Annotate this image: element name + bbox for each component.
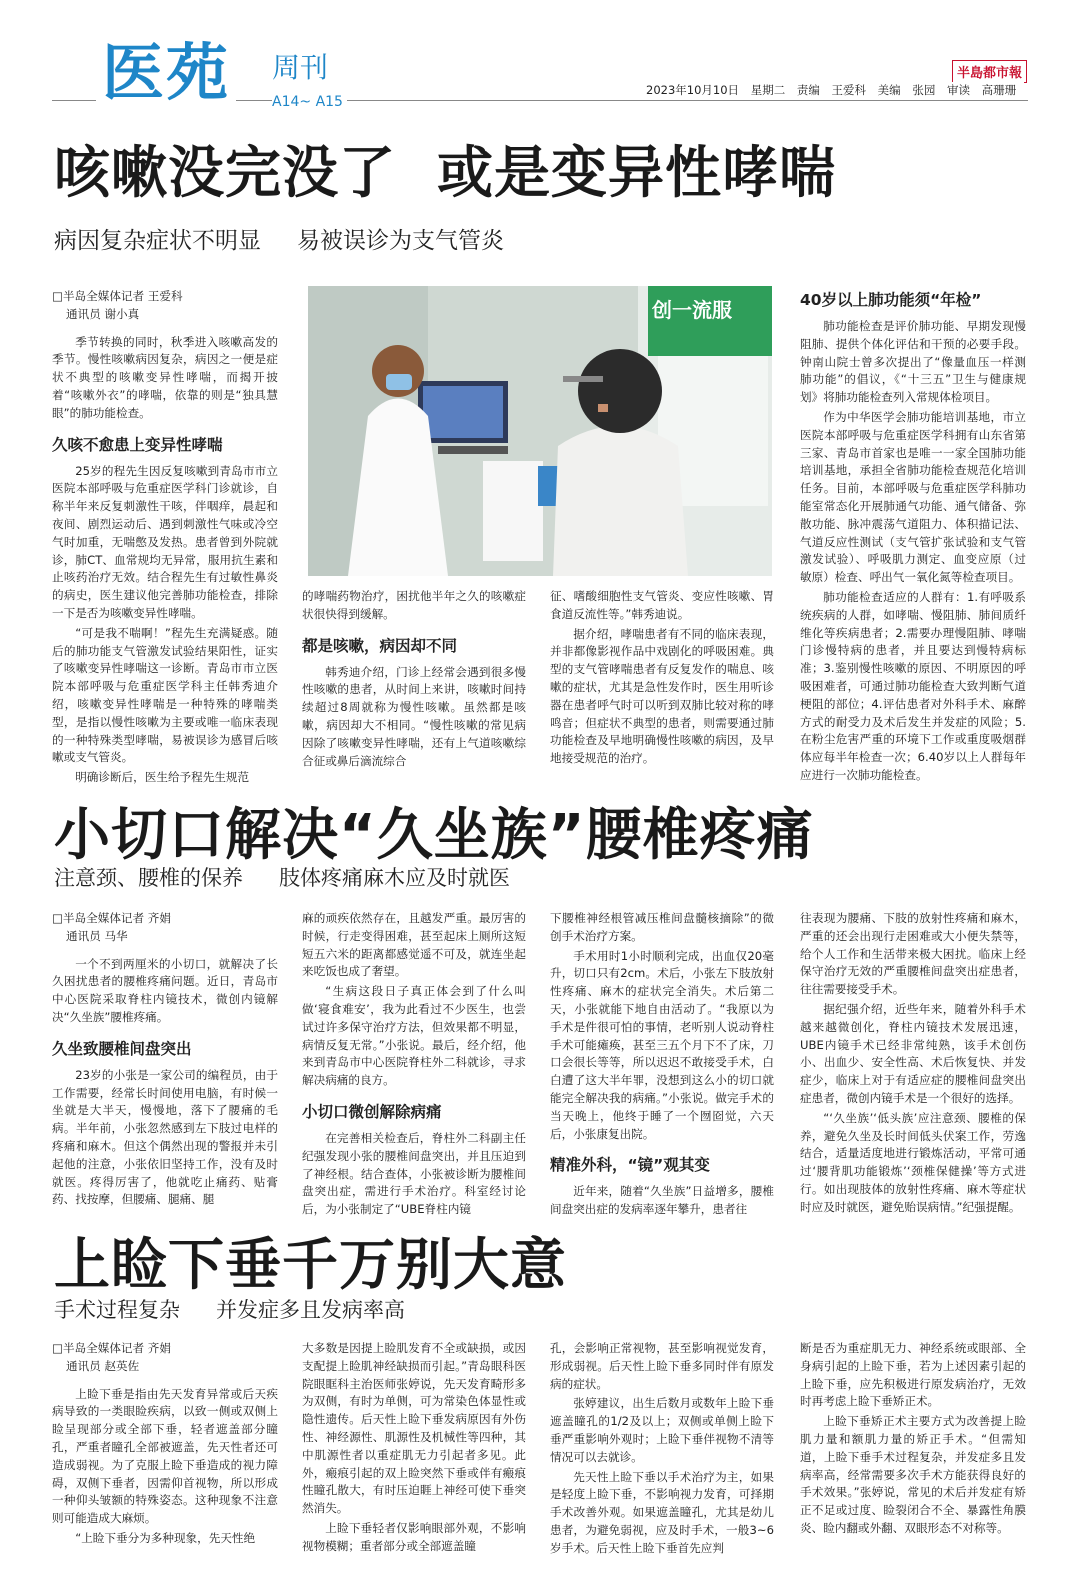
article3-subhead-a: 手术过程复杂 [54, 1298, 180, 1322]
byline-correspondent: 通讯员 赵英佐 [66, 1358, 140, 1373]
article1-col4 [800, 290, 1026, 782]
article3-subhead-b: 并发症多且发病率高 [216, 1298, 405, 1322]
page-range: A14~ A15 [272, 94, 347, 110]
paragraph: 肺功能检查是评价肺功能、早期发现慢阻肺、提供个体化评估和干预的必要手段。钟南山院士曾多次提出了“像量血压一样测肺功能”的倡议，《“十三五”卫生与健康规划》将肺功能检查列入常规体检项目。 [800, 319, 1026, 405]
article2-col1 [52, 910, 278, 1207]
article3-col2 [302, 1340, 526, 1562]
byline-reporter: □半岛全媒体记者 王爱科 [52, 289, 183, 303]
byline-correspondent: 通讯员 谢小真 [66, 306, 140, 321]
masthead [0, 0, 1080, 110]
byline-reporter: □半岛全媒体记者 齐娟 [52, 1341, 171, 1355]
newspaper-logo: 半島都市報 [952, 60, 1027, 83]
article1-col3 [550, 588, 774, 768]
article2-headline: 小切口解决“久坐族”腰椎疼痛 [54, 803, 814, 868]
article2-subhead [54, 868, 546, 889]
article3-col3 [550, 1340, 774, 1562]
designer-name: 张园 [912, 83, 936, 97]
article1-col2 [302, 588, 526, 768]
article3-headline: 上睑下垂千万别大意 [54, 1233, 567, 1298]
paragraph: 明确诊断后，医生给予程先生规范 [75, 770, 250, 785]
photo-wall-sign: 创一流服 [652, 298, 732, 322]
byline-reporter: □半岛全媒体记者 齐娟 [52, 911, 171, 925]
clinic-photo-illustration [308, 286, 772, 576]
proof-label: 审读 [946, 83, 970, 97]
article1-subhead-a: 病因复杂症状不明显 [54, 228, 261, 254]
paragraph: 张婷建议，出生后数月或数年上睑下垂遮盖瞳孔的1/2及以上；双侧或单侧上睑下垂严重影响外观时；上睑下垂伴视物不清等情况可以去就诊。 [550, 1396, 774, 1464]
paragraph: “‘久坐族’‘低头族’应注意颈、腰椎的保养，避免久坐及长时间低头伏案工作，劳逸结合，适量适度地进行锻炼活动，平常可通过‘腰背肌功能锻炼’‘颈椎保健操’等方式进行。如出现肢体的放射性疼痛、麻木等症状时应及时就医，避免贻误病情。”纪强提醒。 [800, 1110, 1026, 1214]
paragraph: 的哮喘药物治疗，困扰他半年之久的咳嗽症状很快得到缓解。 [302, 589, 526, 621]
paragraph: 大多数是因提上睑肌发育不全或缺损，或因支配提上睑肌神经缺损而引起。”青岛眼科医院眼眶科主治医师张婷说，先天发育畸形多为双侧，有时为单侧，可为常染色体显性或隐性遗传。后天性上睑下垂发病原因有外伤性、神经源性、肌源性及机械性等四种，其中肌源性者以重症肌无力引起者多见。此外，瘢痕引起的双上睑突然下垂或伴有瘢痕性瞳孔散大，有时压迫睚上神经可使下垂突然消失。 [302, 1341, 526, 1516]
paragraph: 上睑下垂轻者仅影响眼部外观，不影响视物模糊；重者部分或全部遮盖瞳 [302, 1520, 526, 1553]
proofreader-name: 高珊珊 [981, 83, 1017, 97]
article2-col3 [550, 910, 774, 1217]
article2-subheading-2: 小切口微创解除病痛 [302, 1102, 442, 1121]
paragraph: 季节转换的同时，秋季进入咳嗽高发的季节。慢性咳嗽病因复杂，病因之一便是症状不典型的咳嗽变异性哮喘，而揭开披着“咳嗽外衣”的哮喘，依靠的则是“独具慧眼”的肺功能检查。 [52, 334, 278, 420]
paragraph: 上睑下垂是指由先天发育异常或后天疾病导致的一类眼睑疾病，以致一侧或双侧上睑呈现部分或全部下垂，轻者遮盖部分瞳孔，严重者瞳孔全部被遮盖，先天性者还可造成弱视。为了克服上睑下垂造成的视力障碍，双侧下垂者，因需仰首视物，所以形成一种仰头皱额的特殊姿态。这种现象不注意则可能造成大麻烦。 [52, 1386, 278, 1526]
article1-subhead [54, 230, 540, 253]
paragraph: 近年来，随着“久坐族”日益增多，腰椎间盘突出症的发病率逐年攀升，患者往 [550, 1184, 774, 1217]
paragraph: 断是否为重症肌无力、神经系统或眼部、全身病引起的上睑下垂，若为上述因素引起的上睑下垂，应先积极进行原发病治疗，无效时再考虑上睑下垂矫正术。 [800, 1341, 1026, 1409]
paragraph: 据介绍，哮喘患者有不同的临床表现，并非都像影视作品中戏剧化的呼吸困难。典型的支气管哮喘患者有反复发作的喘息、咳嗽的症状，尤其是急性发作时，医生用听诊器在患者呼气时可以听到双肺比较对称的哮鸣音；但症状不典型的患者，则需要通过肺功能检查及早地明确慢性咳嗽的病因，及早地接受规范的治疗。 [550, 626, 774, 766]
article1-subheading-2: 都是咳嗽，病因却不同 [302, 636, 458, 655]
article1-subheading-1: 久咳不愈患上变异性哮喘 [52, 435, 223, 454]
paragraph: 手术用时1小时顺利完成，出血仅20毫升，切口只有2cm。术后，小张左下肢放射性疼痛、麻木的症状完全消失。术后第二天，小张就能下地自由活动了。“我原以为手术是件很可怕的事情，老听别人说动脊柱手术可能瘫痪，甚至三五个月下不了床，刀口会很长等等，所以迟迟不敢接受手术，白白遭了这大半年罪，没想到这么小的切口就能完全解决我的病痛。”小张说。做完手术的当天晚上，他终于睡了一个囫囵觉，六天后，小张康复出院。 [550, 948, 774, 1141]
paragraph: 作为中华医学会肺功能培训基地，市立医院本部呼吸与危重症医学科拥有山东省第三家、青岛市首家也是唯一一家全国肺功能培训基地，承担全省肺功能检查规范化培训任务。目前，本部呼吸与危重症医学科肺功能室常态化开展肺通气功能、通气储备、弥散功能、脉冲震荡气道阻力、体积描记法、气道反应性测试（支气管扩张试验和支气管激发试验）、呼吸肌力测定、血变应原（过敏原）检查、呼出气一氧化氮等检查项目。 [800, 409, 1026, 585]
editor-name: 王爱科 [831, 83, 867, 97]
paragraph: 25岁的程先生因反复咳嗽到青岛市市立医院本部呼吸与危重症医学科门诊就诊，自称半年来反复刺激性干咳，伴咽痒，晨起和夜间、剧烈运动后、遇到刺激性气味或冷空气时加重，无喘憋及发热。患者曾到外院就诊，肺CT、血常规均无异常，服用抗生素和止咳药治疗无效。结合程先生有过敏性鼻炎的病史，医生建议他完善肺功能检查，排除一下是否为咳嗽变异性哮喘。 [52, 463, 278, 620]
section-brand: 医苑 [96, 42, 236, 104]
paragraph: “可是我不喘啊！”程先生充满疑惑。随后的肺功能支气管激发试验结果阳性，证实了咳嗽变异性哮喘这一诊断。青岛市市立医院本部呼吸与危重症医学科主任韩秀迪介绍，咳嗽变异性哮喘是一种特殊的哮喘类型，是指以慢性咳嗽为主要或唯一临床表现的一种特殊类型哮喘，易被误诊为感冒后咳嗽或支气管炎。 [52, 625, 278, 765]
issue-date: 2023年10月10日 [646, 83, 740, 97]
paragraph: 肺功能检查适应的人群有：1.有呼吸系统疾病的人群，如哮喘、慢阻肺、肺间质纤维化等疾病患者；2.需要办理慢阻肺、哮喘门诊慢特病的患者，并且要达到慢特病标准；3.鉴别慢性咳嗽的原因、不明原因的呼吸困难者，可通过肺功能检查大致判断气道梗阻的部位；4.评估患者对外科手术、麻醉方式的耐受力及术后发生并发症的风险；5.在粉尘危害严重的环境下工作或重度吸烟群体应每半年检查一次；6.40岁以上人群每年应进行一次肺功能检查。 [800, 589, 1026, 782]
section-name: 周刊 [272, 51, 329, 84]
dateline [640, 82, 1024, 98]
article1-col1 [52, 288, 278, 808]
article2-col4 [800, 910, 1026, 1214]
article2-subhead-b: 肢体疼痛麻木应及时就医 [279, 866, 510, 890]
article1-photo [308, 286, 772, 576]
paragraph: 孔，会影响正常视物，甚至影响视觉发育，形成弱视。后天性上睑下垂多同时伴有原发病的症状。 [550, 1341, 774, 1391]
article3-col4 [800, 1340, 1026, 1562]
paragraph: 麻的顽疾依然存在，且越发严重。最厉害的时候，行走变得困难，甚至起床上厕所这短短五六米的距离都感觉遥不可及，就连坐起来吃饭也成了奢望。 [302, 911, 526, 979]
paragraph: 征、嗜酸细胞性支气管炎、变应性咳嗽、胃食道反流性等。”韩秀迪说。 [550, 589, 774, 621]
article3-byline [52, 1340, 278, 1376]
article3-col1 [52, 1340, 278, 1562]
paragraph: 据纪强介绍，近些年来，随着外科手术越来越微创化，脊柱内镜技术发展迅速，UBE内镜手术已经非常纯熟，该手术创伤小、出血少、安全性高、术后恢复快、并发症少，临床上对于有适应症的腰椎间盘突出症患者，微创内镜手术是一个很好的选择。 [800, 1001, 1026, 1105]
article1-byline [52, 288, 278, 324]
article2-subhead-a: 注意颈、腰椎的保养 [54, 866, 243, 890]
article2-byline [52, 910, 278, 946]
paragraph: 下腰椎神经根管减压椎间盘髓核摘除”的微创手术治疗方案。 [550, 911, 774, 943]
paragraph: 上睑下垂矫正术主要方式为改善提上睑肌力量和额肌力量的矫正手术。“但需知道，上睑下垂手术过程复杂，并发症多且发病率高，经常需要多次手术方能获得良好的手术效果。”张婷说，常见的术后并发症有矫正不足或过度、睑裂闭合不全、暴露性角膜炎、睑内翻或外翻、双眼形态不对称等。 [800, 1414, 1026, 1535]
paragraph: 23岁的小张是一家公司的编程员，由于工作需要，经常长时间使用电脑，有时候一坐就是大半天，慢慢地，落下了腰痛的毛病。半年前，小张忽然感到左下肢过电样的疼痛和麻木。但这个偶然出现的警报并未引起他的注意，小张依旧坚持工作，没有及时就医。疼得厉害了，他就吃止痛药、贴膏药、找按摩，但腰痛、腿痛、腿 [52, 1067, 278, 1207]
article2-subheading-3: 精准外科，“镜”观其变 [550, 1156, 710, 1175]
paragraph: 在完善相关检查后，脊柱外二科副主任纪强发现小张的腰椎间盘突出，并且压迫到了神经根。结合查体，小张被诊断为腰椎间盘突出症，需进行手术治疗。科室经讨论后，为小张制定了“UBE脊柱内镜 [302, 1130, 526, 1217]
paragraph: 一个不到两厘米的小切口，就解决了长久困扰患者的腰椎疼痛问题。近日，青岛市中心医院采取脊柱内镜技术，微创内镜解决“久坐族”腰椎疼痛。 [52, 956, 278, 1024]
weekday: 星期二 [750, 83, 786, 97]
article2-col2 [302, 910, 526, 1217]
paragraph: “上睑下垂分为多种现象，先天性绝 [75, 1530, 256, 1545]
designer-label: 美编 [877, 83, 901, 97]
article1-subheading-3: 40岁以上肺功能须“年检” [800, 291, 982, 309]
article2-subheading-1: 久坐致腰椎间盘突出 [52, 1039, 192, 1058]
byline-correspondent: 通讯员 马华 [66, 928, 128, 943]
article3-subhead [54, 1300, 441, 1321]
article1-headline: 咳嗽没完没了 或是变异性哮喘 [54, 141, 836, 206]
paragraph: 往表现为腰痛、下肢的放射性疼痛和麻木，严重的还会出现行走困难或大小便失禁等，给个人工作和生活带来极大困扰。临床上经保守治疗无效的严重腰椎间盘突出症患者，往往需要接受手术。 [800, 911, 1026, 997]
paragraph: 先天性上睑下垂以手术治疗为主，如果是轻度上睑下垂，不影响视力发育，可择期手术改善外观。如果遮盖瞳孔，尤其是幼儿患者，为避免弱视，应及时手术，一般3~6岁手术。后天性上睑下垂首先应判 [550, 1469, 774, 1555]
paragraph: “生病这段日子真正体会到了什么叫做‘寝食难安’，我为此看过不少医生，也尝试过许多保守治疗方法，但效果都不明显，病情反复无常。”小张说。最后，经介绍，他来到青岛市中心医院脊柱外二科就诊，寻求解决病痛的良方。 [302, 984, 526, 1088]
article1-subhead-b: 易被误诊为支气管炎 [297, 228, 504, 254]
paragraph: 韩秀迪介绍，门诊上经常会遇到很多慢性咳嗽的患者，从时间上来讲，咳嗽时间持续超过8周就称为慢性咳嗽。虽然都是咳嗽，病因却大不相同。“慢性咳嗽的常见病因除了咳嗽变异性哮喘，还有上气道咳嗽综合征或鼻后滴流综合 [302, 664, 526, 768]
editor-label: 责编 [796, 83, 820, 97]
